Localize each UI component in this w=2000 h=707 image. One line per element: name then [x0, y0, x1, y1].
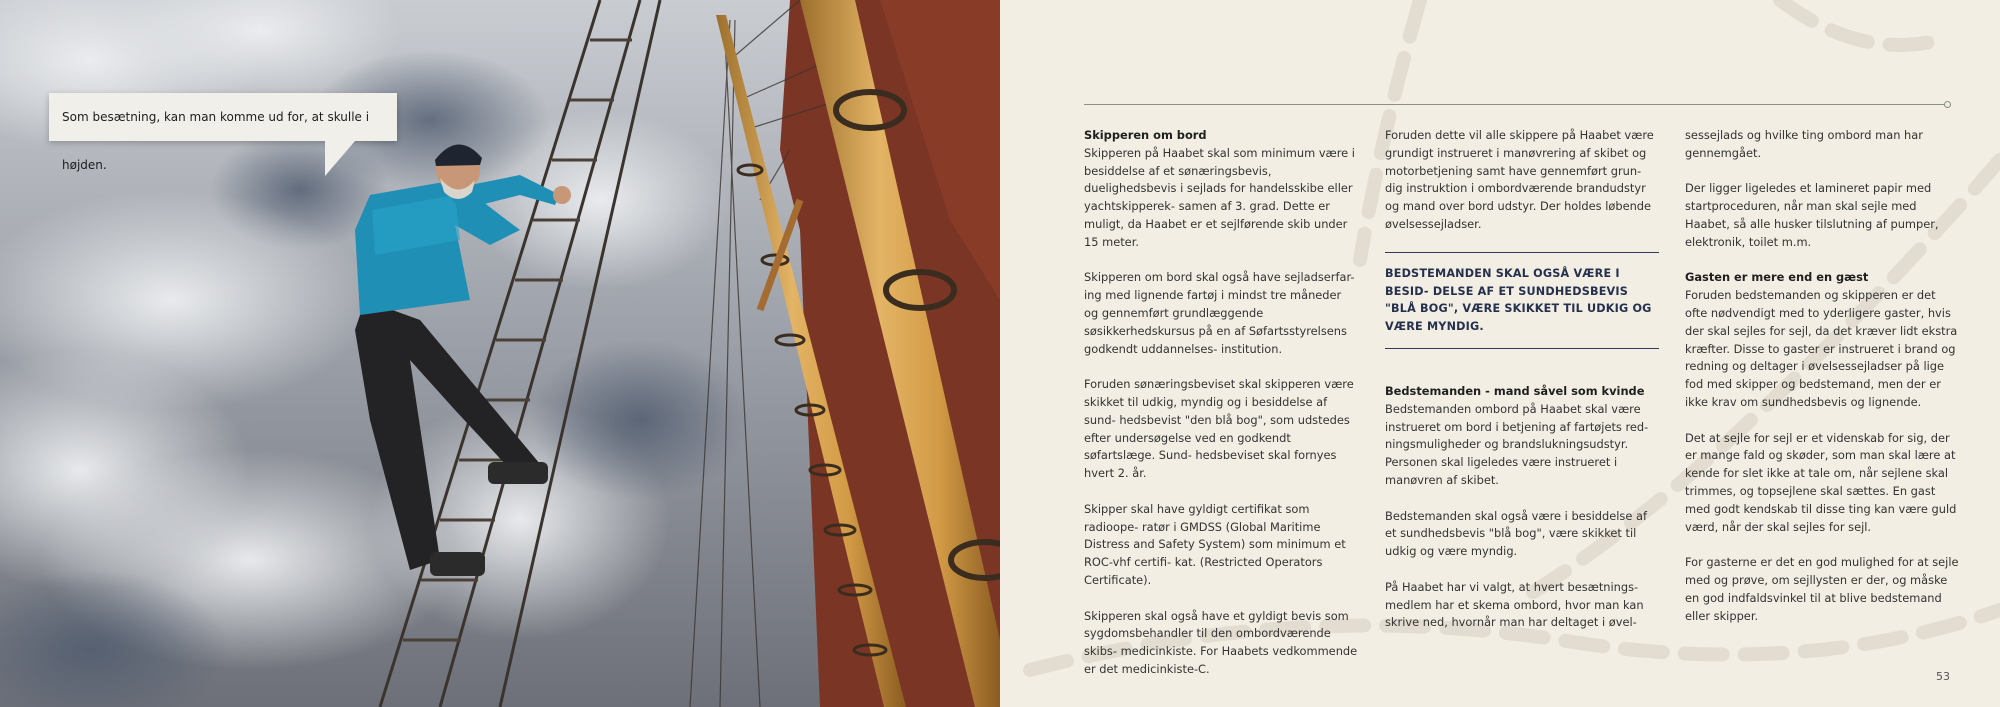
paragraph: sessejlads og hvilke ting ombord man har gennemgået. — [1685, 128, 1923, 160]
paragraph: Bedstemanden ombord på Haabet skal være instrueret om bord i betjening af fartøjets red- ningsmuligheder og brandslukningsudstyr. Personen skal ligeledes være instrueret i manøvren af skibet. — [1385, 401, 1649, 487]
paragraph: Skipperen skal også have et gyldigt bevis som sygdomsbehandler til den ombordværende skibs- medicinkiste. For Haabets vedkommende er det medicinkiste-C. — [1084, 608, 1358, 676]
paragraph: Skipperen om bord skal også have sejladserfar- ing med lignende fartøj i mindst tre måneder og gennemført grundlæggende søsikkerhedskursus på en af Søfartsstyrelsens godkendt uddannelses- institution. — [1084, 270, 1355, 356]
page-number: 53 — [1936, 670, 1950, 683]
text-column-3 — [1685, 127, 1959, 643]
section-heading-skipper: Skipperen om bord — [1084, 128, 1207, 142]
text-column-1 — [1084, 127, 1358, 697]
paragraph: Skipper skal have gyldigt certifikat som radioope- ratør i GMDSS (Global Maritime Distress and Safety System) som minimum et ROC-vhf certifi- kat. (Restricted Operators Certificate). — [1084, 501, 1346, 587]
paragraph: På Haabet har vi valgt, at hvert besætnings- medlem har et skema ombord, hvor man kan skrive ned, hvornår man har deltaget i øvel- — [1385, 579, 1644, 630]
photo-caption: Som besætning, kan man komme ud for, at skulle i højden. — [62, 110, 370, 172]
section-heading-gast: Gasten er mere end en gæst — [1685, 270, 1869, 285]
text-page — [1000, 0, 2000, 707]
text-column-2 — [1385, 127, 1659, 650]
top-rule-line — [1084, 104, 1948, 105]
paragraph: Skipperen på Haabet skal som minimum være i besiddelse af et sønæringsbevis, duelighedsbevis i sejlads for handelsskibe eller yachtskipperek- samen af 3. grad. Dette er muligt, da Haabet er et sejlførende skib under 15 meter. — [1084, 145, 1355, 249]
top-rule-end-circle — [1944, 101, 1951, 108]
photo-caption-bubble — [49, 93, 397, 172]
paragraph: Bedstemanden skal også være i besiddelse af et sundhedsbevis "blå bog", være skikket til udkig og være myndig. — [1385, 508, 1647, 559]
section-heading-bedstemand: Bedstemanden - mand såvel som kvinde — [1385, 383, 1645, 398]
paragraph: Foruden bedstemanden og skipperen er det ofte nødvendigt med to yderligere gaster, hvis der skal sejles for sejl, da det kræver lidt ekstra kræfter. Disse to gaster er instrueret i brand og redning og deltager i øvelsessejladser på lige fod med skipper og bedstemand, men der er ikke krav om sundhedsbevis og lignende. — [1685, 288, 1958, 409]
paragraph: Der ligger ligeledes et lamineret papir med startproceduren, når man skal sejle med Haabet, så alle husker tilslutning af pumper, elektronik, toilet m.m. — [1685, 181, 1939, 249]
caption-bubble-tail — [325, 141, 355, 176]
paragraph: Foruden dette vil alle skippere på Haabet være grundigt instrueret i manøvrering af skibet og motorbetjening samt have gennemført grun- dig instruktion i ombordværende brandudstyr og mand over bord udstyr. Der holdes løbende øvelsessejladser. — [1385, 128, 1654, 231]
paragraph: Foruden sønæringsbeviset skal skipperen være skikket til udkig, myndig og i besiddelse af sund- hedsbevist "den blå bog", som udstedes efter undersøgelse ved en godkendt søfartslæge. Sund- hedsbeviset skal fornyes hvert 2. år. — [1084, 377, 1354, 481]
paragraph: Det at sejle for sejl er et videnskab for sig, der er mange fald og skøder, som man skal lære at kende for slet ikke at tale om, når sejlene skal trimmes, og topsejlene skal sættes. En gast med godt kendskab til disse ting kan være guld værd, når der skal sejles for sejl. — [1685, 430, 1957, 534]
pull-quote: BEDSTEMANDEN SKAL OGSÅ VÆRE I BESID- DELSE AF ET SUNDHEDSBEVIS "BLÅ BOG", VÆRE SKIKKET TIL UDKIG OG VÆRE MYNDIG. — [1385, 252, 1659, 349]
paragraph: For gasterne er det en god mulighed for at sejle med og prøve, om sejllysten er der, og måske en god indfaldsvinkel til at blive bedstemand eller skipper. — [1685, 555, 1959, 623]
